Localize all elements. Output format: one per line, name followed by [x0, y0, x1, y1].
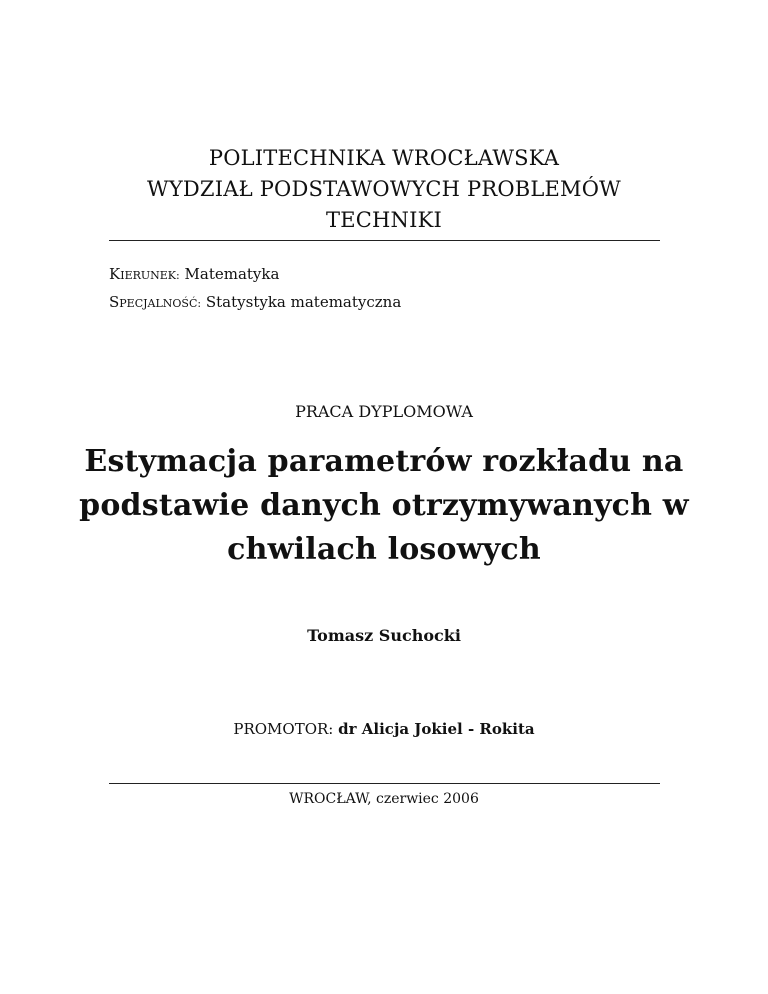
faculty-name-line2: TECHNIKI [326, 208, 442, 232]
thesis-type: PRACA DYPLOMOWA [295, 402, 473, 421]
specjalnosc-value: Statystyka matematyczna [205, 293, 402, 311]
thesis-title-line3: chwilach losowych [227, 532, 541, 567]
place-date: WROCŁAW, czerwiec 2006 [289, 791, 479, 807]
promotor-row [0, 720, 768, 738]
specjalnosc-label-rest: PECJALNOŚĆ: [119, 297, 202, 310]
top-divider [109, 240, 660, 241]
faculty-name-line1: WYDZIAŁ PODSTAWOWYCH PROBLEMÓW [147, 177, 621, 201]
specjalnosc-row [109, 292, 401, 314]
kierunek-label-initial: K [109, 265, 121, 283]
kierunek-label-rest: IERUNEK: [120, 269, 180, 282]
thesis-title-line1: Estymacja parametrów rozkładu na [84, 444, 684, 479]
thesis-title [0, 440, 768, 572]
university-name: POLITECHNIKA WROCŁAWSKA [208, 146, 560, 170]
thesis-title-line2: podstawie danych otrzymywanych w [79, 488, 689, 523]
specjalnosc-label-initial: S [109, 293, 120, 311]
kierunek-row [109, 264, 279, 286]
promotor-name: dr Alicja Jokiel - Rokita [338, 720, 535, 738]
bottom-divider [109, 783, 660, 784]
kierunek-value: Matematyka [184, 265, 280, 283]
author-name: Tomasz Suchocki [307, 626, 461, 645]
promotor-label: PROMOTOR: [233, 720, 334, 738]
university-header [0, 143, 768, 236]
